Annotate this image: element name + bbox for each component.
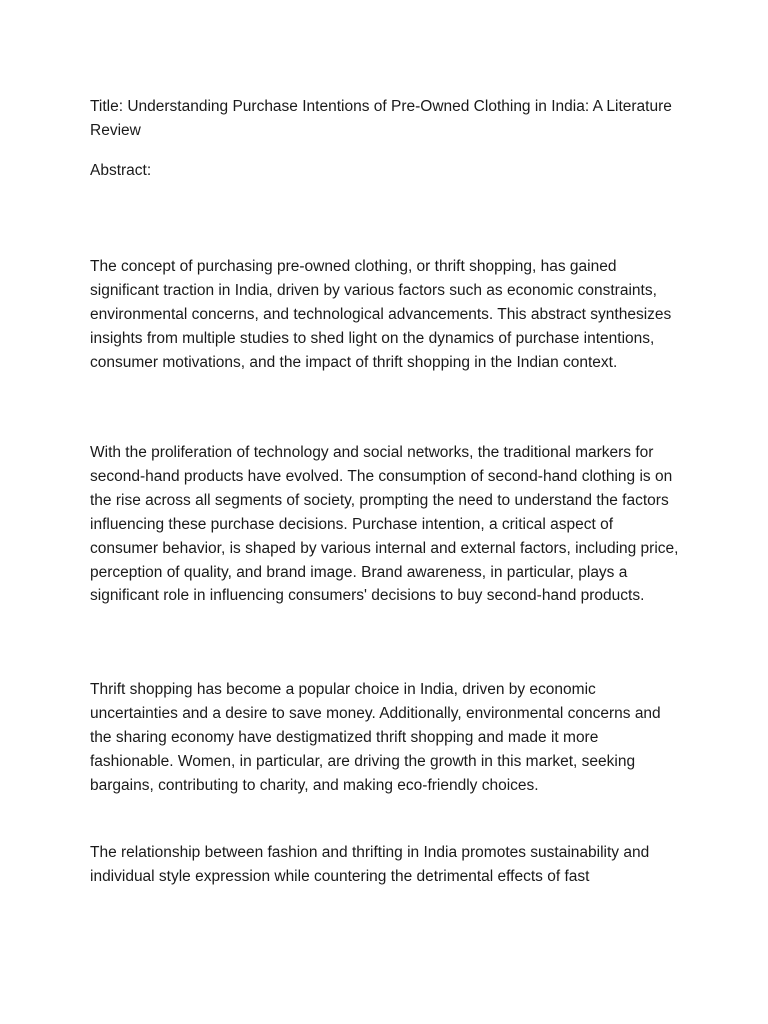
abstract-paragraph-4: The relationship between fashion and thrifting in India promotes sustainability and individual style expression while countering the detrimental effects of fast <box>90 844 650 885</box>
abstract-heading: Abstract: <box>90 162 152 179</box>
abstract-paragraph-1: The concept of purchasing pre-owned clothing, or thrift shopping, has gained significant traction in India, driven by various factors such as economic constraints, environmental concerns, and technological advancements. This abstract synthesizes insights from multiple studies to shed light on the dynamics of purchase intentions, consumer motivations, and the impact of thrift shopping in the Indian context. <box>90 258 672 371</box>
abstract-paragraph-3: Thrift shopping has become a popular choice in India, driven by economic uncertainties and a desire to save money. Additionally, environmental concerns and the sharing economy have destigmatized thrift shopping and made it more fashionable. Women, in particular, are driving the growth in this market, seeking bargains, contributing to charity, and making eco-friendly choices. <box>90 681 661 794</box>
document-title: Title: Understanding Purchase Intentions of Pre-Owned Clothing in India: A Literature Review <box>90 98 672 139</box>
abstract-paragraph-2: With the proliferation of technology and social networks, the traditional markers for second-hand products have evolved. The consumption of second-hand clothing is on the rise across all segments of society, prompting the need to understand the factors influencing these purchase decisions. Purchase intention, a critical aspect of consumer behavior, is shaped by various internal and external factors, including price, perception of quality, and brand image. Brand awareness, in particular, plays a significant role in influencing consumers' decisions to buy second-hand products. <box>90 444 679 605</box>
